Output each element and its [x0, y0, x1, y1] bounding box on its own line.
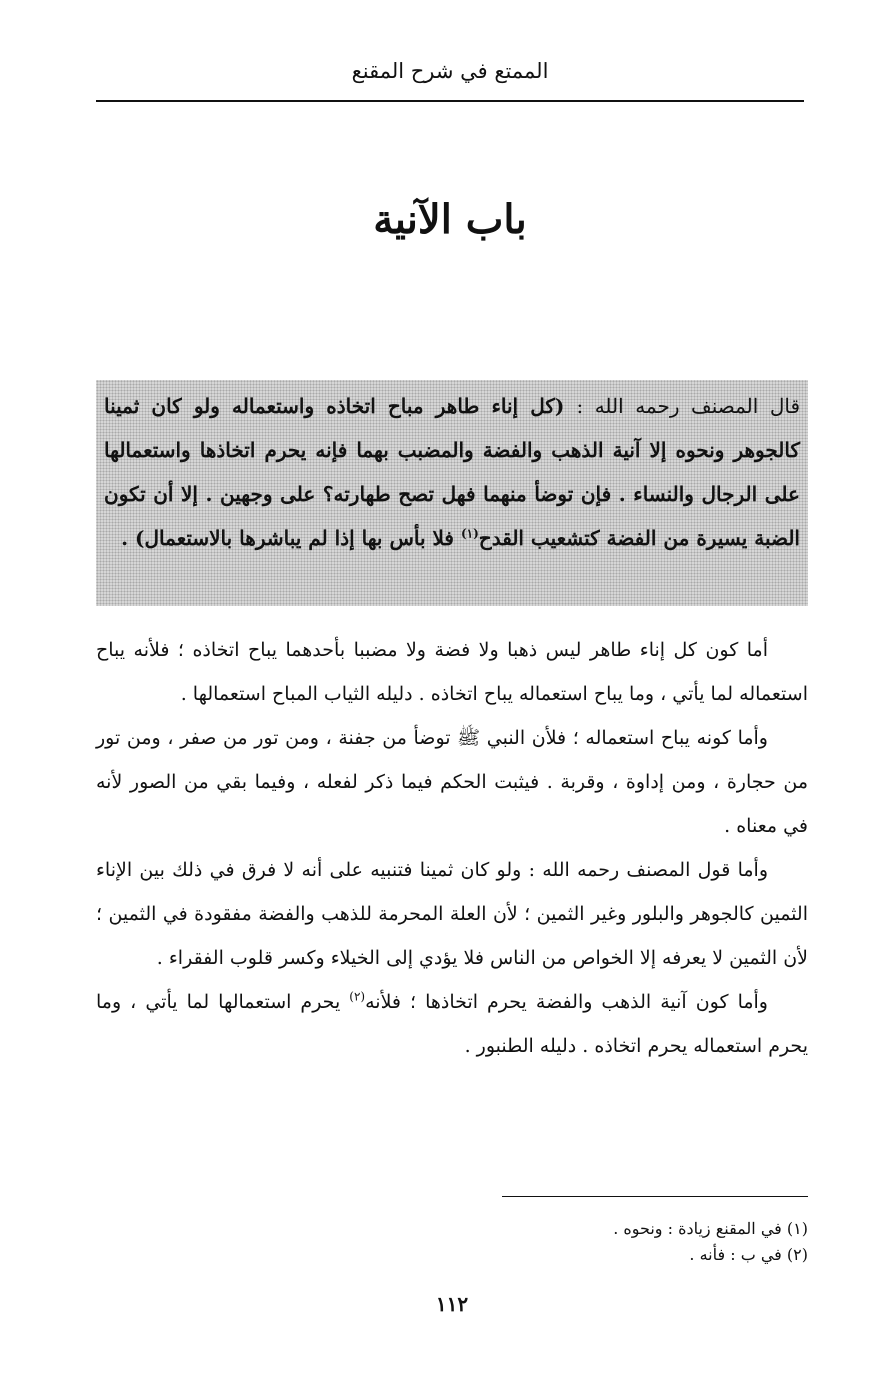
paragraph-2: وأما كونه يباح استعماله ؛ فلأن النبي ﷺ توضأ من جفنة ، ومن تور من صفر ، ومن تور من حجارة ، ومن إداوة ، وقربة . فيثبت الحكم فيما ذكر لفعله ، وفيما بقي من الصور لأنه في معناه .	[96, 727, 808, 837]
commentary	[96, 628, 808, 1068]
paragraph-1: أما كون كل إناء طاهر ليس ذهبا ولا فضة ولا مضببا بأحدهما يباح اتخاذه ؛ فلأنه يباح استعماله لما يأتي ، وما يباح استعماله يباح اتخاذه . دليله الثياب المباح استعمالها .	[96, 639, 808, 705]
footnote-1: (١) في المقنع زيادة : ونحوه .	[613, 1219, 808, 1238]
paragraph-3: وأما قول المصنف رحمه الله : ولو كان ثمينا فتنبيه على أنه لا فرق في ذلك بين الإناء الثمين كالجوهر والبلور وغير الثمين ؛ لأن العلة المحرمة للذهب والفضة مفقودة في الثمين ؛ لأن الثمين لا يعرفه إلا الخواص من الناس فلا يؤدي إلى الخيلاء وكسر قلوب الفقراء .	[96, 859, 808, 969]
paragraph-4-end: يحرم استعمالها لما يأتي ، وما يحرم استعماله يحرم اتخاذه . دليله الطنبور .	[96, 991, 808, 1057]
matn-box	[96, 380, 808, 606]
matn-text	[104, 384, 800, 560]
footnote-ref-2: (٢)	[349, 989, 366, 1004]
matn-body: (كل إناء طاهر مباح اتخاذه واستعماله ولو كان ثمينا كالجوهر ونحوه إلا آنية الذهب والفضة والمضبب بهما فإنه يحرم اتخاذها واستعمالها على الرجال والنساء . فإن توضأ منهما فهل تصح طهارته؟ على وجهين . إلا أن تكون الضبة يسيرة من الفضة كتشعيب القدح	[104, 394, 800, 550]
footnote-2: (٢) في ب : فأنه .	[689, 1245, 808, 1264]
matn-body-end: فلا بأس بها إذا لم يباشرها بالاستعمال) .	[121, 526, 454, 550]
chapter-title: باب الآنية	[373, 196, 527, 243]
matn-lead: قال المصنف رحمه الله :	[576, 394, 801, 418]
footnote-rule	[502, 1196, 808, 1197]
page-number: ١١٢	[435, 1292, 469, 1316]
header-rule	[96, 100, 804, 102]
footnotes	[96, 1216, 808, 1268]
paragraph-4-start: وأما كون آنية الذهب والفضة يحرم اتخاذها ؛ فلأنه	[365, 991, 768, 1013]
paragraph-4	[96, 980, 808, 1068]
running-header: الممتع في شرح المقنع	[351, 59, 549, 83]
footnote-ref-1: (١)	[460, 526, 479, 541]
